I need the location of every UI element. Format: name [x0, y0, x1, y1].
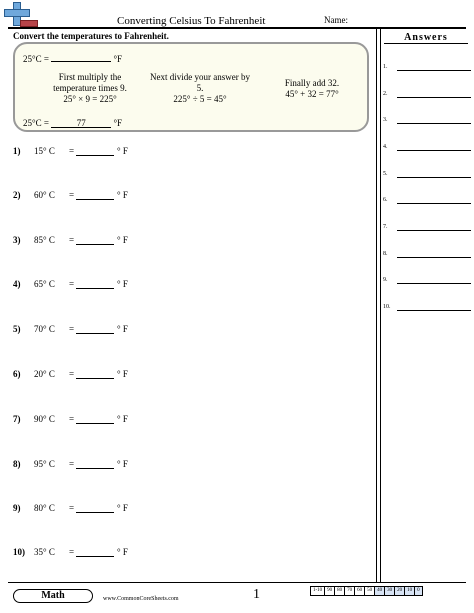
answer-label: 9.	[383, 277, 388, 283]
answer-label: 8.	[383, 251, 388, 257]
problem-equals: =	[69, 324, 75, 334]
problem-celsius: 60° C	[34, 190, 55, 200]
example-step2-line2: 5.	[196, 83, 204, 93]
problem-number: 7)	[13, 414, 21, 424]
column-divider-left	[376, 29, 377, 582]
answer-slot-6[interactable]	[383, 195, 471, 207]
problem-celsius: 85° C	[34, 235, 55, 245]
score-cell: 30	[384, 587, 394, 595]
answer-label: 6.	[383, 197, 388, 203]
problem-answer-blank[interactable]	[76, 423, 114, 424]
answers-title-rule	[384, 43, 468, 44]
example-step3-line1: Finally add 32.	[284, 78, 340, 88]
header-rule	[8, 27, 466, 29]
answer-slot-8[interactable]	[383, 249, 471, 261]
column-divider-right	[380, 29, 381, 582]
example-top-unit: °F	[113, 54, 123, 64]
answer-slot-4[interactable]	[383, 142, 471, 154]
score-cell: 70	[344, 587, 354, 595]
page-number: 1	[253, 587, 260, 602]
example-bottom-left: 25°C =	[23, 118, 49, 128]
answers-title: Answers	[404, 32, 448, 43]
score-table	[310, 586, 423, 596]
problem-unit: ° F	[117, 369, 128, 379]
problem-celsius: 15° C	[34, 146, 55, 156]
example-top-left: 25°C =	[23, 54, 49, 64]
answer-line	[397, 97, 471, 98]
answer-label: 10.	[383, 304, 391, 310]
score-cell: 50	[364, 587, 374, 595]
problem-number: 4)	[13, 279, 21, 289]
answer-line	[397, 203, 471, 204]
problem-equals: =	[69, 369, 75, 379]
problem-equals: =	[69, 459, 75, 469]
answer-slot-7[interactable]	[383, 222, 471, 234]
problem-celsius: 35° C	[34, 547, 55, 557]
problem-number: 9)	[13, 503, 21, 513]
answer-label: 7.	[383, 224, 388, 230]
answer-line	[397, 257, 471, 258]
answer-label: 3.	[383, 117, 388, 123]
problem-equals: =	[69, 503, 75, 513]
score-cell: 40	[374, 587, 384, 595]
problem-celsius: 80° C	[34, 503, 55, 513]
website-link[interactable]: www.CommonCoreSheets.com	[103, 596, 179, 602]
problem-unit: ° F	[117, 235, 128, 245]
problem-number: 8)	[13, 459, 21, 469]
problem-equals: =	[69, 547, 75, 557]
answer-line	[397, 230, 471, 231]
example-step1-line2: temperature times 9.	[53, 83, 127, 93]
commoncoresheets-logo	[4, 2, 38, 28]
problem-number: 2)	[13, 190, 21, 200]
problem-number: 5)	[13, 324, 21, 334]
name-label: Name:	[324, 15, 348, 25]
example-step-2	[140, 72, 260, 105]
example-top-line	[23, 52, 122, 64]
example-bottom-line	[23, 118, 122, 128]
problem-answer-blank[interactable]	[76, 155, 114, 156]
example-step1-line3: 25° × 9 = 225°	[63, 94, 117, 104]
problem-answer-blank[interactable]	[76, 333, 114, 334]
score-cell: 10	[404, 587, 414, 595]
answer-slot-5[interactable]	[383, 169, 471, 181]
problem-unit: ° F	[117, 503, 128, 513]
problem-unit: ° F	[117, 324, 128, 334]
problem-equals: =	[69, 146, 75, 156]
problem-answer-blank[interactable]	[76, 378, 114, 379]
problem-answer-blank[interactable]	[76, 199, 114, 200]
logo-red-block	[20, 20, 38, 27]
instructions: Convert the temperatures to Fahrenheit.	[13, 31, 169, 41]
problem-answer-blank[interactable]	[76, 512, 114, 513]
problem-number: 3)	[13, 235, 21, 245]
example-bottom-unit: °F	[113, 118, 123, 128]
answer-slot-1[interactable]	[383, 62, 471, 74]
problem-unit: ° F	[117, 279, 128, 289]
problem-number: 10)	[13, 547, 25, 557]
answer-line	[397, 123, 471, 124]
example-bottom-answer: 77	[51, 118, 111, 128]
problem-answer-blank[interactable]	[76, 468, 114, 469]
problem-celsius: 65° C	[34, 279, 55, 289]
problem-answer-blank[interactable]	[76, 288, 114, 289]
answer-label: 5.	[383, 171, 388, 177]
problem-answer-blank[interactable]	[76, 556, 114, 557]
example-top-blank	[51, 52, 111, 62]
example-step1-line1: First multiply the	[58, 72, 122, 82]
example-step2-line3: 225° ÷ 5 = 45°	[173, 94, 227, 104]
answer-label: 4.	[383, 144, 388, 150]
answer-label: 1.	[383, 64, 388, 70]
example-step3-line2: 45° + 32 = 77°	[285, 89, 339, 99]
answer-slot-9[interactable]	[383, 275, 471, 287]
problem-unit: ° F	[117, 146, 128, 156]
example-step-3	[267, 78, 357, 100]
score-cell: 20	[394, 587, 404, 595]
subject-badge: Math	[13, 589, 93, 603]
problem-number: 1)	[13, 146, 21, 156]
logo-cross-horizontal	[4, 9, 30, 17]
problem-unit: ° F	[117, 414, 128, 424]
score-cell: 80	[334, 587, 344, 595]
problem-unit: ° F	[117, 547, 128, 557]
problem-celsius: 70° C	[34, 324, 55, 334]
answer-slot-10[interactable]	[383, 302, 471, 314]
example-box	[13, 42, 369, 132]
example-step2-line1: Next divide your answer by	[150, 72, 250, 82]
answer-line	[397, 310, 471, 311]
answer-label: 2.	[383, 91, 388, 97]
problem-celsius: 90° C	[34, 414, 55, 424]
problem-equals: =	[69, 414, 75, 424]
footer-rule	[8, 582, 466, 583]
worksheet-title: Converting Celsius To Fahrenheit	[117, 15, 266, 27]
score-cell: 0	[414, 587, 422, 595]
problem-unit: ° F	[117, 190, 128, 200]
problem-celsius: 95° C	[34, 459, 55, 469]
answer-slot-2[interactable]	[383, 89, 471, 101]
answer-line	[397, 283, 471, 284]
answer-line	[397, 150, 471, 151]
problem-number: 6)	[13, 369, 21, 379]
answer-line	[397, 177, 471, 178]
problem-celsius: 20° C	[34, 369, 55, 379]
answer-line	[397, 70, 471, 71]
answer-slot-3[interactable]	[383, 115, 471, 127]
score-range: 1-10	[313, 588, 323, 593]
score-cell: 60	[354, 587, 364, 595]
problem-equals: =	[69, 235, 75, 245]
problem-equals: =	[69, 190, 75, 200]
problem-answer-blank[interactable]	[76, 244, 114, 245]
problem-unit: ° F	[117, 459, 128, 469]
example-step-1	[35, 72, 145, 105]
score-cell: 90	[324, 587, 334, 595]
problem-equals: =	[69, 279, 75, 289]
